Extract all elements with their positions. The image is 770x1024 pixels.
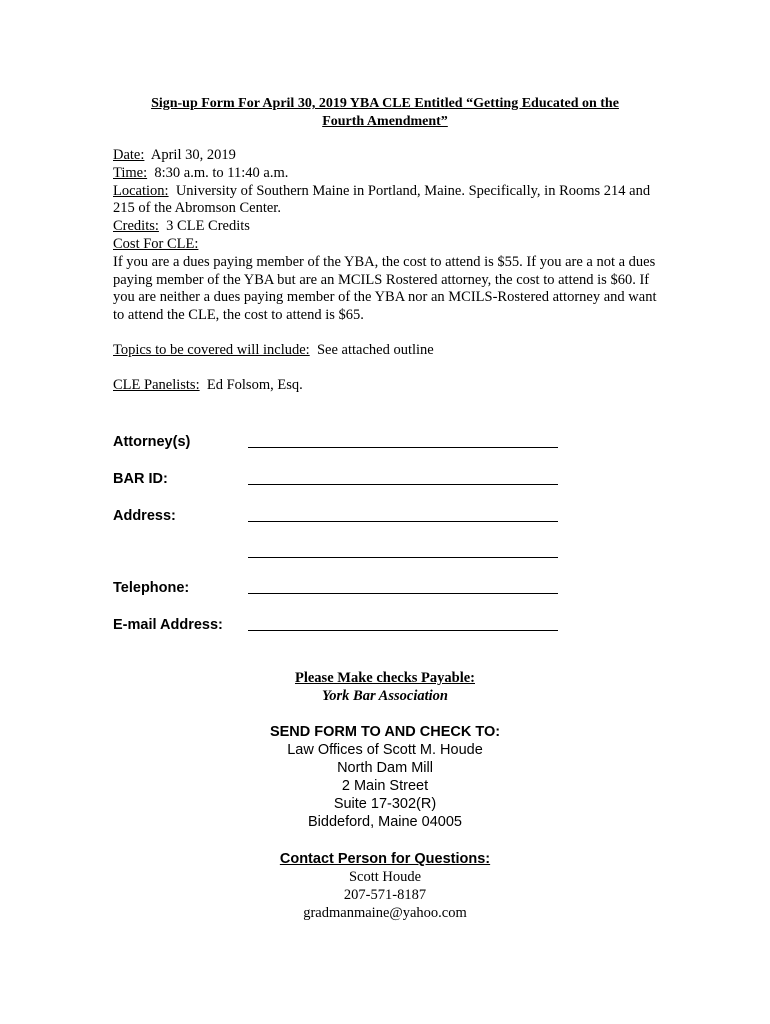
panelists-label: CLE Panelists: [113, 376, 200, 393]
contact-heading: Contact Person for Questions: [279, 851, 491, 867]
send-to-line-1: North Dam Mill [337, 760, 433, 776]
bar-id-blank[interactable] [248, 484, 558, 485]
address-row-2 [113, 542, 573, 562]
event-details [113, 147, 663, 395]
form-title-line-2: Fourth Amendment” [322, 114, 448, 129]
panelists-row [113, 377, 663, 395]
address-row [113, 506, 573, 526]
attorney-label: Attorney(s) [113, 434, 191, 450]
telephone-row [113, 578, 573, 598]
email-row [113, 615, 573, 635]
credits-value: 3 CLE Credits [166, 218, 250, 235]
address-blank-2[interactable] [248, 557, 558, 558]
form-title [100, 95, 670, 131]
topics-value: See attached outline [316, 341, 434, 358]
send-to-name: Law Offices of Scott M. Houde [287, 742, 483, 758]
send-to-line-2: 2 Main Street [341, 778, 429, 794]
contact-name: Scott Houde [348, 869, 422, 885]
bar-id-label: BAR ID: [113, 471, 168, 487]
credits-label: Credits: [113, 218, 159, 235]
cost-label: Cost For CLE: [113, 235, 199, 252]
attorney-row [113, 432, 573, 452]
payment-payee: York Bar Association [322, 688, 448, 704]
send-to-line-4: Biddeford, Maine 04005 [308, 814, 462, 830]
contact-block [185, 850, 585, 922]
form-title-line-1: Sign-up Form For April 30, 2019 YBA CLE Entitled “Getting Educated on the [151, 96, 619, 111]
credits-row [113, 218, 663, 236]
contact-email[interactable]: gradmanmaine@yahoo.com [303, 905, 467, 921]
location-row [113, 183, 663, 219]
time-label: Time: [113, 164, 148, 181]
address-blank-1[interactable] [248, 521, 558, 522]
send-to-heading: SEND FORM TO AND CHECK TO: [269, 724, 501, 740]
telephone-blank[interactable] [248, 593, 558, 594]
time-value: 8:30 a.m. to 11:40 a.m. [154, 164, 289, 181]
address-label: Address: [113, 508, 176, 524]
payment-heading: Please Make checks Payable: [294, 670, 475, 686]
contact-phone: 207-571-8187 [343, 887, 427, 903]
cost-value: If you are a dues paying member of the YBA, the cost to attend is $55. If you are a not a dues paying member of the YBA but are an MCILS Rostered attorney, the cost to attend is $60. If you are neither a dues paying member of the YBA nor an MCILS-Rostered attorney and want to attend the CLE, the cost to attend is $65. [113, 253, 657, 324]
location-label: Location: [113, 182, 169, 199]
topics-label: Topics to be covered will include: [113, 341, 310, 358]
attorney-blank[interactable] [248, 447, 558, 448]
panelists-value: Ed Folsom, Esq. [206, 376, 303, 393]
payment-block [185, 669, 585, 705]
date-label: Date: [113, 147, 145, 163]
cost-row [113, 236, 663, 254]
send-to-block [185, 723, 585, 831]
bar-id-row [113, 469, 573, 489]
email-blank[interactable] [248, 630, 558, 631]
topics-row [113, 342, 663, 360]
date-value: April 30, 2019 [150, 147, 236, 163]
send-to-line-3: Suite 17-302(R) [333, 796, 437, 812]
telephone-label: Telephone: [113, 580, 190, 596]
location-value: University of Southern Maine in Portland, Maine. Specifically, in Rooms 214 and 215 of the Abromson Center. [113, 182, 651, 217]
time-row [113, 165, 663, 183]
email-label: E-mail Address: [113, 617, 223, 633]
date-row [113, 147, 663, 165]
